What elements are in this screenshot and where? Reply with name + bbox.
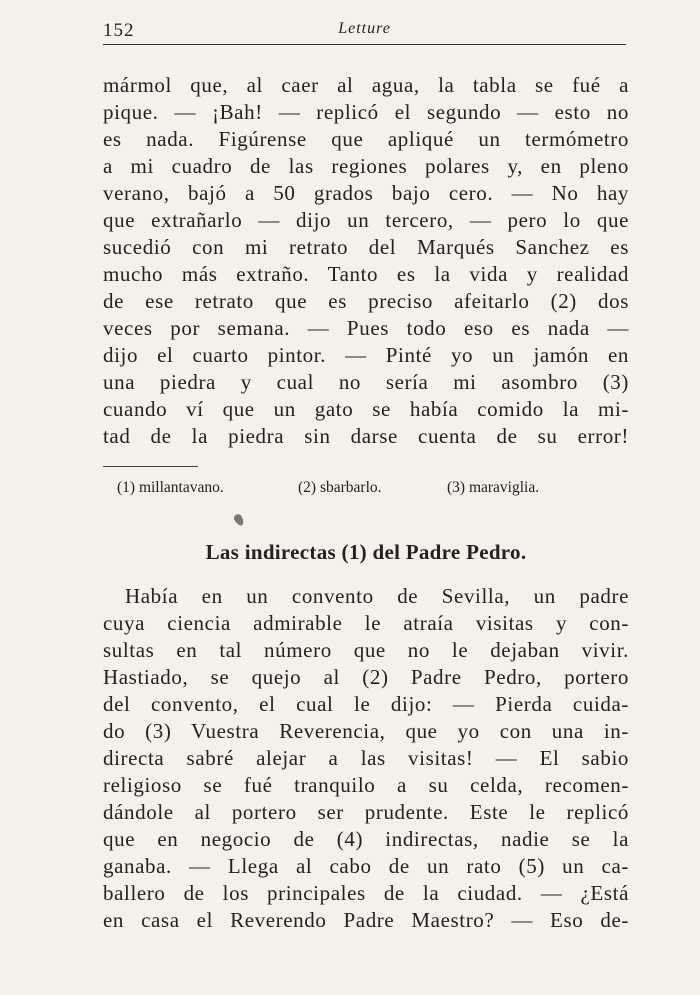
text-line: en casa el Reverendo Padre Maestro? — Eso de- xyxy=(103,908,629,932)
paragraph xyxy=(103,583,629,934)
footnote-divider xyxy=(103,466,198,467)
text-line: una piedra y cual no sería mi asombro (3) xyxy=(103,370,629,394)
footnote: (1) millantavano. xyxy=(117,479,224,496)
footnote: (2) sbarbarlo. xyxy=(298,479,382,496)
text-line: mucho más extraño. Tanto es la vida y realidad xyxy=(103,262,629,286)
text-line: directa sabré alejar a las visitas! — El sabio xyxy=(103,746,629,770)
text-line: veces por semana. — Pues todo eso es nada — xyxy=(103,316,629,340)
text-line: dándole al portero ser prudente. Este le replicó xyxy=(103,800,629,824)
running-title: Letture xyxy=(338,20,391,37)
text-line: cuando ví que un gato se había comido la mi- xyxy=(103,397,629,421)
text-line: ballero de los principales de la ciudad. — ¿Está xyxy=(103,881,629,905)
text-line: a mi cuadro de las regiones polares y, en pleno xyxy=(103,154,629,178)
page-header xyxy=(103,18,626,45)
text-line: religioso se fué tranquilo a su celda, recomen- xyxy=(103,773,629,797)
ink-mark xyxy=(233,513,246,527)
text-line: del convento, el cual le dijo: — Pierda cuida- xyxy=(103,692,629,716)
text-line: dijo el cuarto pintor. — Pinté yo un jamón en xyxy=(103,343,629,367)
text-line: ganaba. — Llega al cabo de un rato (5) un ca- xyxy=(103,854,629,878)
footnote: (3) maraviglia. xyxy=(447,479,540,496)
text-line: que extrañarlo — dijo un tercero, — pero lo que xyxy=(103,208,629,232)
text-line: Hastiado, se quejo al (2) Padre Pedro, portero xyxy=(103,665,629,689)
text-line: pique. — ¡Bah! — replicó el segundo — esto no xyxy=(103,100,629,124)
text-line: verano, bajó a 50 grados bajo cero. — No hay xyxy=(103,181,629,205)
text-line: sucedió con mi retrato del Marqués Sanchez es xyxy=(103,235,629,259)
text-line: que en negocio de (4) indirectas, nadie se la xyxy=(103,827,629,851)
section-title: Las indirectas (1) del Padre Pedro. xyxy=(205,540,527,564)
text-line: mármol que, al caer al agua, la tabla se fué a xyxy=(103,73,629,97)
text-line: sultas en tal número que no le dejaban vivir. xyxy=(103,638,629,662)
text-line: es nada. Figúrense que apliqué un termómetro xyxy=(103,127,629,151)
paragraph-continuation xyxy=(103,72,629,450)
text-line: de ese retrato que es preciso afeitarlo (2) dos xyxy=(103,289,629,313)
text-line: do (3) Vuestra Reverencia, que yo con una in- xyxy=(103,719,629,743)
text-line: Había en un convento de Sevilla, un padre xyxy=(125,584,629,608)
text-line: tad de la piedra sin darse cuenta de su error! xyxy=(103,424,629,448)
page-number: 152 xyxy=(103,20,135,41)
text-line: cuya ciencia admirable le atraía visitas y con- xyxy=(103,611,629,635)
